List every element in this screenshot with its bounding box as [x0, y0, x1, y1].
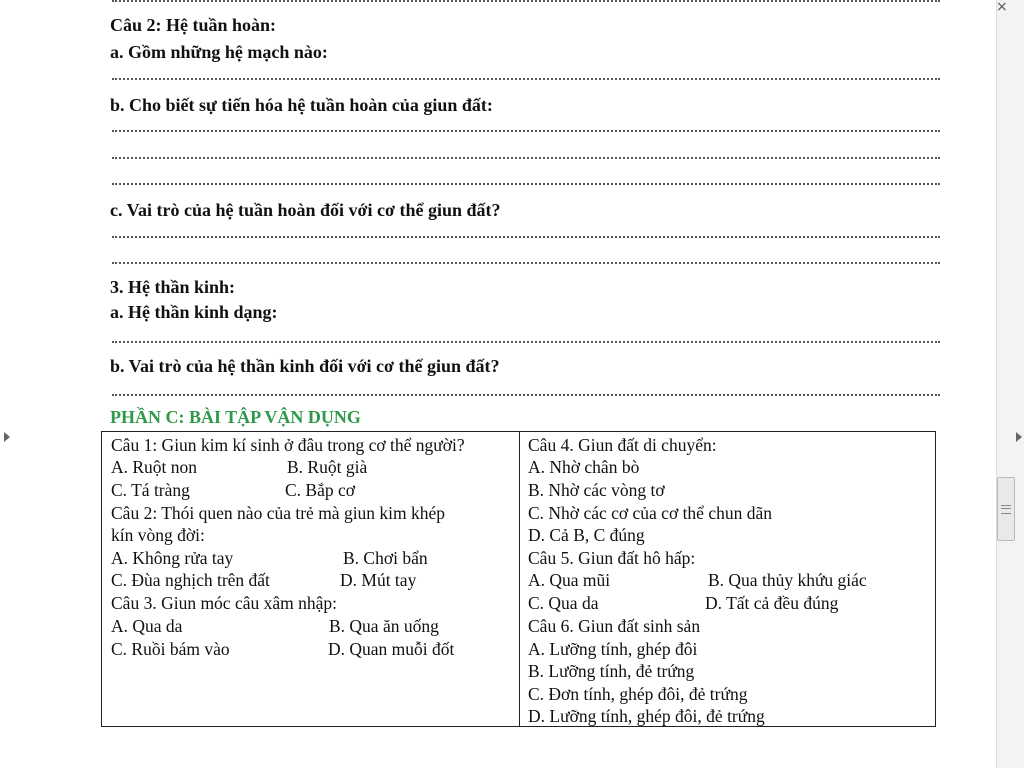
question-2-heading: Câu 2: Hệ tuần hoàn:: [110, 15, 277, 35]
right-q6-option-d: D. Lưỡng tính, ghép đôi, đẻ trứng: [528, 706, 765, 726]
left-q3-option-a: A. Qua da: [111, 616, 183, 636]
answer-line: [112, 157, 940, 159]
right-q4-option-a: A. Nhờ chân bò: [528, 457, 640, 477]
question-3b: b. Vai trò của hệ thần kinh đối với cơ thể giun đất?: [110, 356, 500, 376]
grip-icon: [1001, 505, 1011, 514]
triangle-right-icon[interactable]: [4, 432, 10, 442]
right-q5: Câu 5. Giun đất hô hấp:: [528, 548, 696, 568]
left-q1-option-d: C. Bắp cơ: [285, 480, 356, 500]
right-q4-option-b: B. Nhờ các vòng tơ: [528, 480, 665, 500]
right-q4: Câu 4. Giun đất di chuyển:: [528, 435, 717, 455]
right-q5-option-b: B. Qua thủy khứu giác: [708, 570, 867, 590]
left-q2-option-c: C. Đùa nghịch trên đất: [111, 570, 270, 590]
left-q3-option-c: C. Ruồi bám vào: [111, 639, 230, 659]
right-q5-option-d: D. Tất cả đều đúng: [705, 593, 839, 613]
right-q6-option-a: A. Lưỡng tính, ghép đôi: [528, 639, 698, 659]
left-q1-option-a: A. Ruột non: [111, 457, 198, 477]
question-3-heading: 3. Hệ thần kinh:: [110, 277, 236, 297]
question-3a: a. Hệ thần kinh dạng:: [110, 302, 278, 322]
left-q3: Câu 3. Giun móc câu xâm nhập:: [111, 593, 337, 613]
answer-line: [112, 130, 940, 132]
answer-line: [112, 183, 940, 185]
right-q4-option-d: D. Cả B, C đúng: [528, 525, 645, 545]
close-icon[interactable]: ×: [996, 0, 1008, 15]
left-q3-option-d: D. Quan muỗi đốt: [328, 639, 455, 659]
right-q5-option-c: C. Qua da: [528, 593, 599, 613]
exercise-table: [101, 431, 936, 727]
answer-line: [112, 0, 940, 2]
triangle-right-icon[interactable]: [1016, 432, 1022, 442]
right-q4-option-c: C. Nhờ các cơ của cơ thể chun dãn: [528, 503, 772, 523]
answer-line: [112, 341, 940, 343]
answer-line: [112, 78, 940, 80]
right-q5-option-a: A. Qua mũi: [528, 570, 611, 590]
question-2c: c. Vai trò của hệ tuần hoàn đối với cơ thể giun đất?: [110, 200, 501, 220]
question-2a: a. Gồm những hệ mạch nào:: [110, 42, 328, 62]
left-q1-option-b: B. Ruột già: [287, 457, 368, 477]
left-q2-continued: kín vòng đời:: [111, 525, 205, 545]
left-q1-option-c: C. Tá tràng: [111, 480, 190, 500]
table-divider: [519, 432, 520, 726]
question-2b: b. Cho biết sự tiến hóa hệ tuần hoàn của giun đất:: [110, 95, 493, 115]
left-q2-option-a: A. Không rửa tay: [111, 548, 234, 568]
left-q3-option-b: B. Qua ăn uống: [329, 616, 439, 636]
answer-line: [112, 236, 940, 238]
left-q2-option-d: D. Mút tay: [340, 570, 417, 590]
right-q6: Câu 6. Giun đất sinh sản: [528, 616, 701, 636]
answer-line: [112, 262, 940, 264]
left-q2-option-b: B. Chơi bẩn: [343, 548, 428, 568]
left-q1: Câu 1: Giun kim kí sinh ở đâu trong cơ thể người?: [111, 435, 465, 455]
scroll-thumb[interactable]: [997, 477, 1015, 541]
part-c-title: PHẦN C: BÀI TẬP VẬN DỤNG: [110, 407, 361, 427]
answer-line: [112, 394, 940, 396]
right-q6-option-b: B. Lưỡng tính, đẻ trứng: [528, 661, 695, 681]
right-q6-option-c: C. Đơn tính, ghép đôi, đẻ trứng: [528, 684, 748, 704]
left-q2: Câu 2: Thói quen nào của trẻ mà giun kim khép: [111, 503, 446, 523]
vertical-scrollbar[interactable]: [996, 0, 1024, 768]
